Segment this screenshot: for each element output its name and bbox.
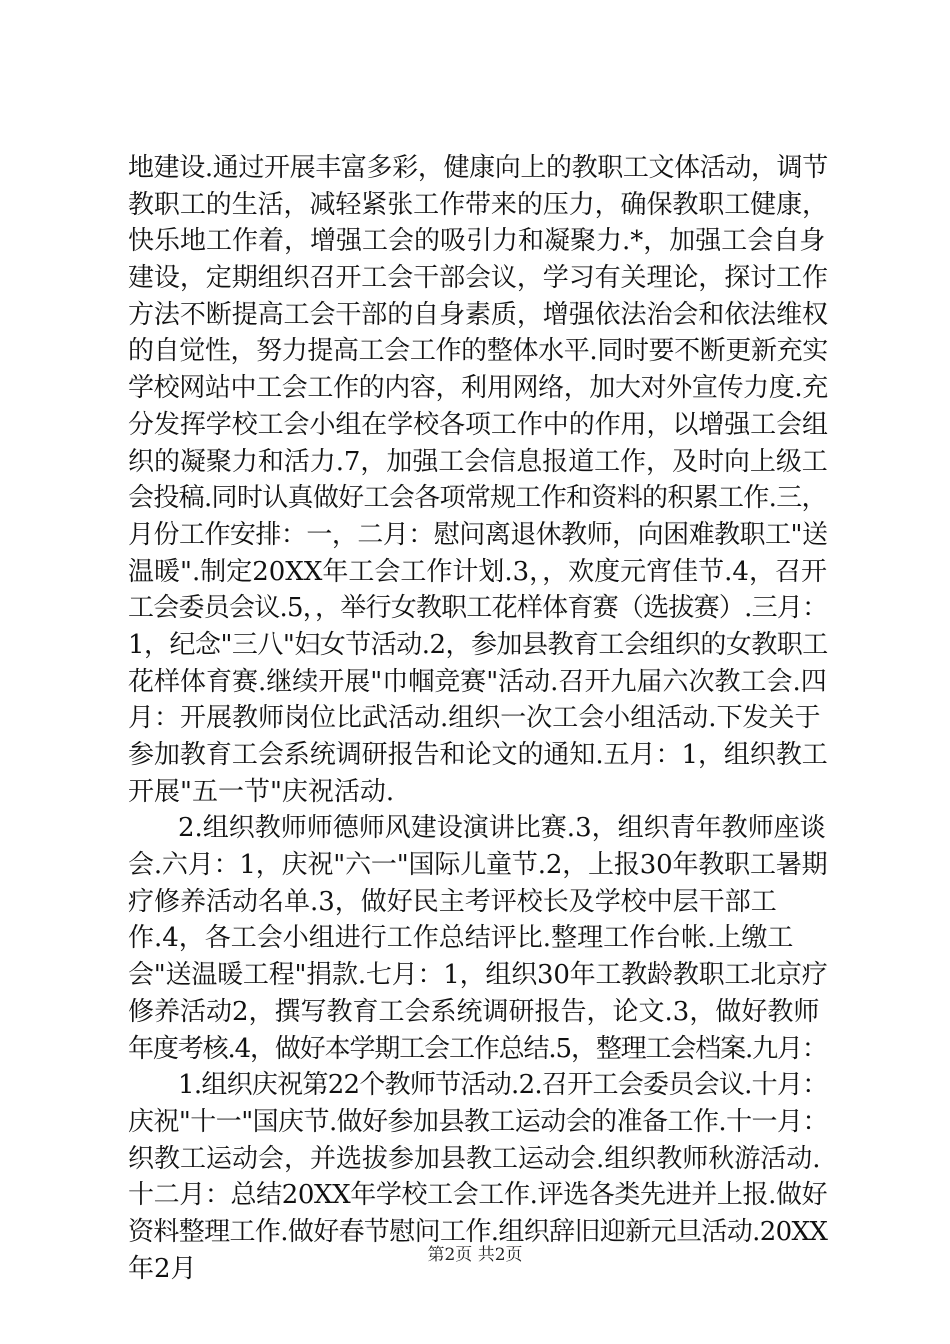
text-line: 开展"五一节"庆祝活动. [128,776,395,807]
text-line: 的自觉性，努力提高工会工作的整体水平.同时要不断更新充实 [128,336,828,367]
text-line: 学校网站中工会工作的内容，利用网络，加大对外宣传力度.充 [128,373,828,404]
text-line: 会"送温暖工程"捐款.七月：1，组织30年工教龄教职工北京疗 [128,960,828,991]
text-line: 快乐地工作着，增强工会的吸引力和凝聚力.*，加强工会自身 [128,226,826,257]
text-line: 温暖".制定20XX年工会工作计划.3，，欢度元宵佳节.4，召开 [128,556,827,587]
text-line: 会投稿.同时认真做好工会各项常规工作和资料的积累工作.三， [128,483,827,514]
text-line: 地建设.通过开展丰富多彩，健康向上的教职工文体活动，调节 [128,153,828,183]
text-line: 教职工的生活，减轻紧张工作带来的压力，确保教职工健康， [128,189,828,220]
text-line: 月份工作安排：一，二月：慰问离退休教师，向困难教职工"送 [128,519,828,550]
text-line: 织的凝聚力和活力.7，加强工会信息报道工作，及时向上级工 [128,446,828,477]
text-line: 建设，定期组织召开工会干部会议，学习有关理论，探讨工作 [128,263,828,294]
text-line: 工会委员会议.5，，举行女教职工花样体育赛（选拔赛）.三月： [128,593,828,624]
text-line: 织教工运动会，并选拔参加县教工运动会.组织教师秋游活动. [128,1143,821,1174]
text-line: 分发挥学校工会小组在学校各项工作中的作用，以增强工会组 [128,409,828,440]
text-line: 作.4，各工会小组进行工作总结评比.整理工作台帐.上缴工 [128,923,794,954]
text-line: 1，纪念"三八"妇女节活动.2，参加县教育工会组织的女教职工 [128,629,828,660]
text-line: 月：开展教师岗位比武活动.组织一次工会小组活动.下发关于 [128,703,821,734]
text-line: 参加教育工会系统调研报告和论文的通知.五月：1，组织教工 [128,740,828,770]
text-line: 会.六月：1，庆祝"六一"国际儿童节.2，上报30年教职工暑期 [128,850,828,881]
text-line: 资料整理工作.做好春节慰问工作.组织辞旧迎新元旦活动.20XX [128,1216,828,1247]
text-line: 1.组织庆祝第22个教师节活动.2.召开工会委员会议.十月： [178,1070,828,1101]
text-line: 方法不断提高工会干部的自身素质，增强依法治会和依法维权 [128,299,828,330]
text-line: 庆祝"十一"国庆节.做好参加县教工运动会的准备工作.十一月： [128,1106,828,1137]
text-line: 2.组织教师师德师风建设演讲比赛.3，组织青年教师座谈 [178,813,826,844]
document-body [128,150,828,1287]
text-line: 疗修养活动名单.3，做好民主考评校长及学校中层干部工 [128,886,777,917]
text-line: 年2月 [128,1253,197,1284]
page-footer: 第2页 共2页 [427,1245,523,1265]
text-line: 花样体育赛.继续开展"巾帼竞赛"活动.召开九届六次教工会.四 [128,666,827,697]
text-line: 修养活动2，撰写教育工会系统调研报告，论文.3，做好教师 [128,996,820,1027]
text-line: 十二月：总结20XX年学校工会工作.评选各类先进并上报.做好 [128,1180,828,1211]
text-line: 年度考核.4，做好本学期工会工作总结.5，整理工会档案.九月： [128,1033,827,1064]
